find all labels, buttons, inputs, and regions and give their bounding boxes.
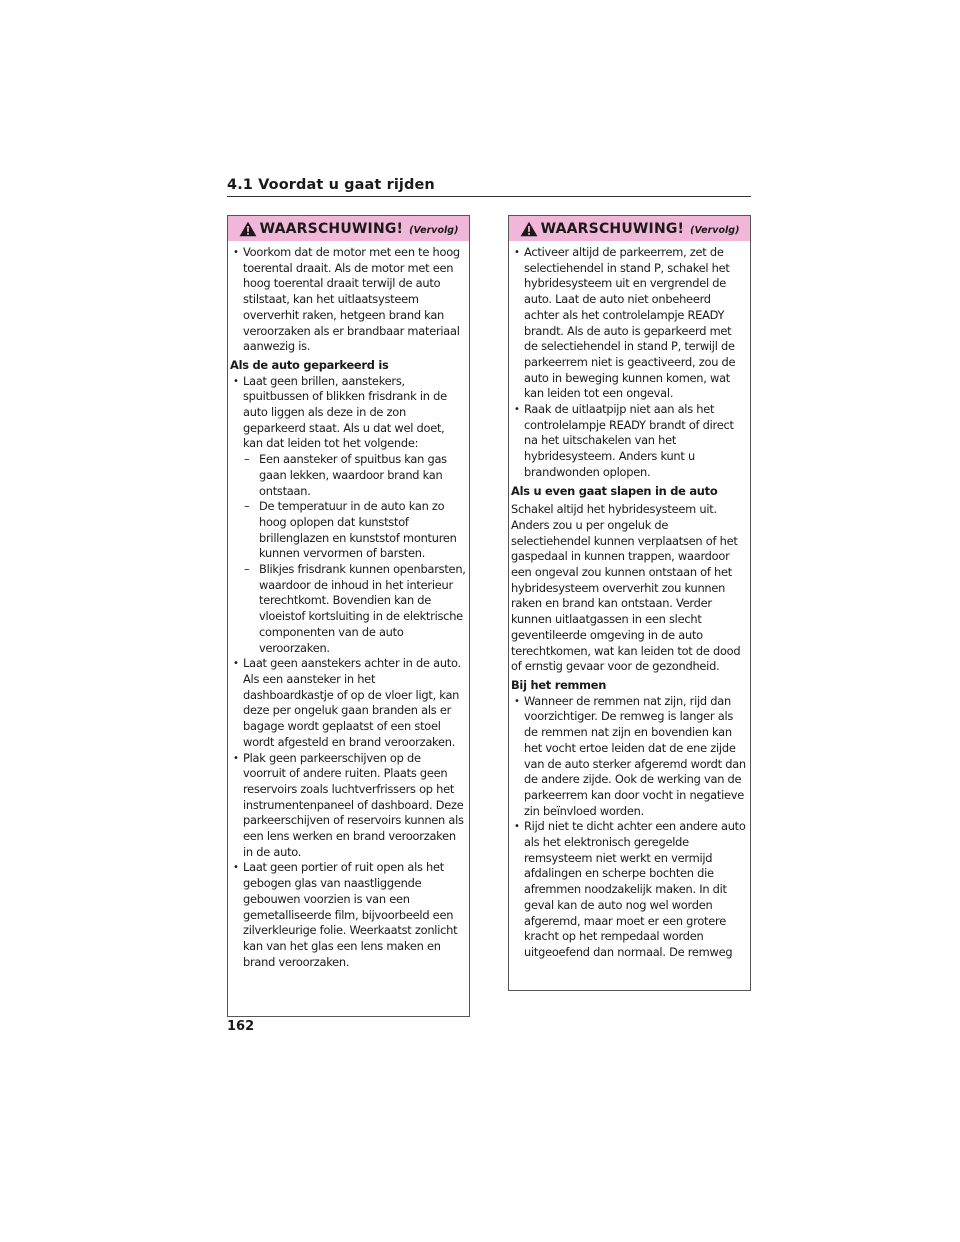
warning-header <box>228 216 469 241</box>
subheading: Als de auto geparkeerd is <box>230 357 389 372</box>
warning-continued: (Vervolg) <box>409 225 459 236</box>
list-item: • Laat geen aanstekers achter in de auto. Als een aansteker in het dashboardkastje of op de vloer ligt, kan deze per ongeluk gaan branden als er bagage wordt geplaatst of een stoel wordt afgesteld en brand veroorzaken. <box>230 656 466 750</box>
list-item: • Plak geen parkeerschijven op de voorruit of andere ruiten. Plaats geen reservoirs zoals luchtverfrissers op het instrumentenpaneel of dashboard. Deze parkeerschijven of reservoirs kunnen als een lens werken en brand veroorzaken in de auto. <box>230 751 466 861</box>
list-item: • Laat geen portier of ruit open als het gebogen glas van naastliggende gebouwen voorzien is van een gemetalliseerde film, bijvoorbeeld een zilverkleurige folie. Weerkaatst zonlicht kan van het glas een lens maken en brand veroorzaken. <box>230 860 466 970</box>
warning-triangle-icon <box>239 221 257 237</box>
list-item: • Voorkom dat de motor met een te hoog toerental draait. Als de motor met een hoog toerental draait terwijl de auto stilstaat, kan het uitlaatsysteem oververhit raken, hetgeen brand kan veroorzaken als er brandbaar materiaal aanwezig is. <box>230 245 466 355</box>
list-item: • Activeer altijd de parkeerrem, zet de selectiehendel in stand P, schakel het hybridesysteem uit en vergrendel de auto. Laat de auto niet onbeheerd achter als het controlelampje READY brandt. Als de auto is geparkeerd met de selectiehendel in stand P, terwijl de parkeerrem niet is geactiveerd, zou de auto in beweging kunnen komen, wat kan leiden tot een ongeval. <box>511 245 747 402</box>
warning-box-right <box>508 215 751 991</box>
warning-title: WAARSCHUWING! <box>259 220 404 237</box>
paragraph: Schakel altijd het hybridesysteem uit. Anders zou u per ongeluk de selectiehendel kunnen verplaatsen of het gaspedaal in kunnen trappen, waardoor een ongeval zou kunnen ontstaan of het hybridesysteem oververhit zou kunnen raken en brand kan ontstaan. Verder kunnen uitlaatgassen in een slecht geventileerde omgeving in de auto terechtkomen, wat kan leiden tot de dood of ernstig gevaar voor de gezondheid. <box>511 502 741 674</box>
warning-header <box>509 216 750 241</box>
page-number: 162 <box>227 1019 255 1034</box>
sub-list-item: – Een aansteker of spuitbus kan gas gaan lekken, waardoor brand kan ontstaan. <box>230 452 466 499</box>
list-item: • Wanneer de remmen nat zijn, rijd dan voorzichtiger. De remweg is langer als de remmen nat zijn en bovendien kan het vocht ertoe leiden dat de ene zijde van de auto sterker afgeremd wordt dan de andere zijde. Ook de werking van de parkeerrem kan door vocht in negatieve zin beïnvloed worden. <box>511 694 747 820</box>
warning-body <box>228 241 469 970</box>
list-item: • Raak de uitlaatpijp niet aan als het controlelampje READY brandt of direct na het uitschakelen van het hybridesysteem. Anders kunt u brandwonden oplopen. <box>511 402 747 481</box>
sub-list-item: – Blikjes frisdrank kunnen openbarsten, waardoor de inhoud in het interieur terechtkomt. Bovendien kan de vloeistof kortsluiting in de elektrische componenten van de auto veroorzaken. <box>230 562 466 656</box>
warning-triangle-icon <box>520 221 538 237</box>
warning-box-left <box>227 215 470 1017</box>
subheading: Als u even gaat slapen in de auto <box>511 483 718 498</box>
warning-continued: (Vervolg) <box>690 225 740 236</box>
warning-title: WAARSCHUWING! <box>540 220 685 237</box>
section-title: 4.1 Voordat u gaat rijden <box>227 177 751 197</box>
warning-body <box>509 241 750 961</box>
list-item: • Laat geen brillen, aanstekers, spuitbussen of blikken frisdrank in de auto liggen als deze in de zon geparkeerd staat. Als u dat wel doet, kan dat leiden tot het volgende: <box>230 374 466 453</box>
list-item: • Rijd niet te dicht achter een andere auto als het elektronisch geregelde remsysteem niet werkt en vermijd afdalingen en scherpe bochten die afremmen noodzakelijk maken. In dit geval kan de auto nog wel worden afgeremd, maar moet er een grotere kracht op het rempedaal worden uitgeoefend dan normaal. De remweg <box>511 819 747 960</box>
sub-list-item: – De temperatuur in de auto kan zo hoog oplopen dat kunststof brillenglazen en kunststof monturen kunnen vervormen of barsten. <box>230 499 466 562</box>
subheading: Bij het remmen <box>511 677 607 692</box>
